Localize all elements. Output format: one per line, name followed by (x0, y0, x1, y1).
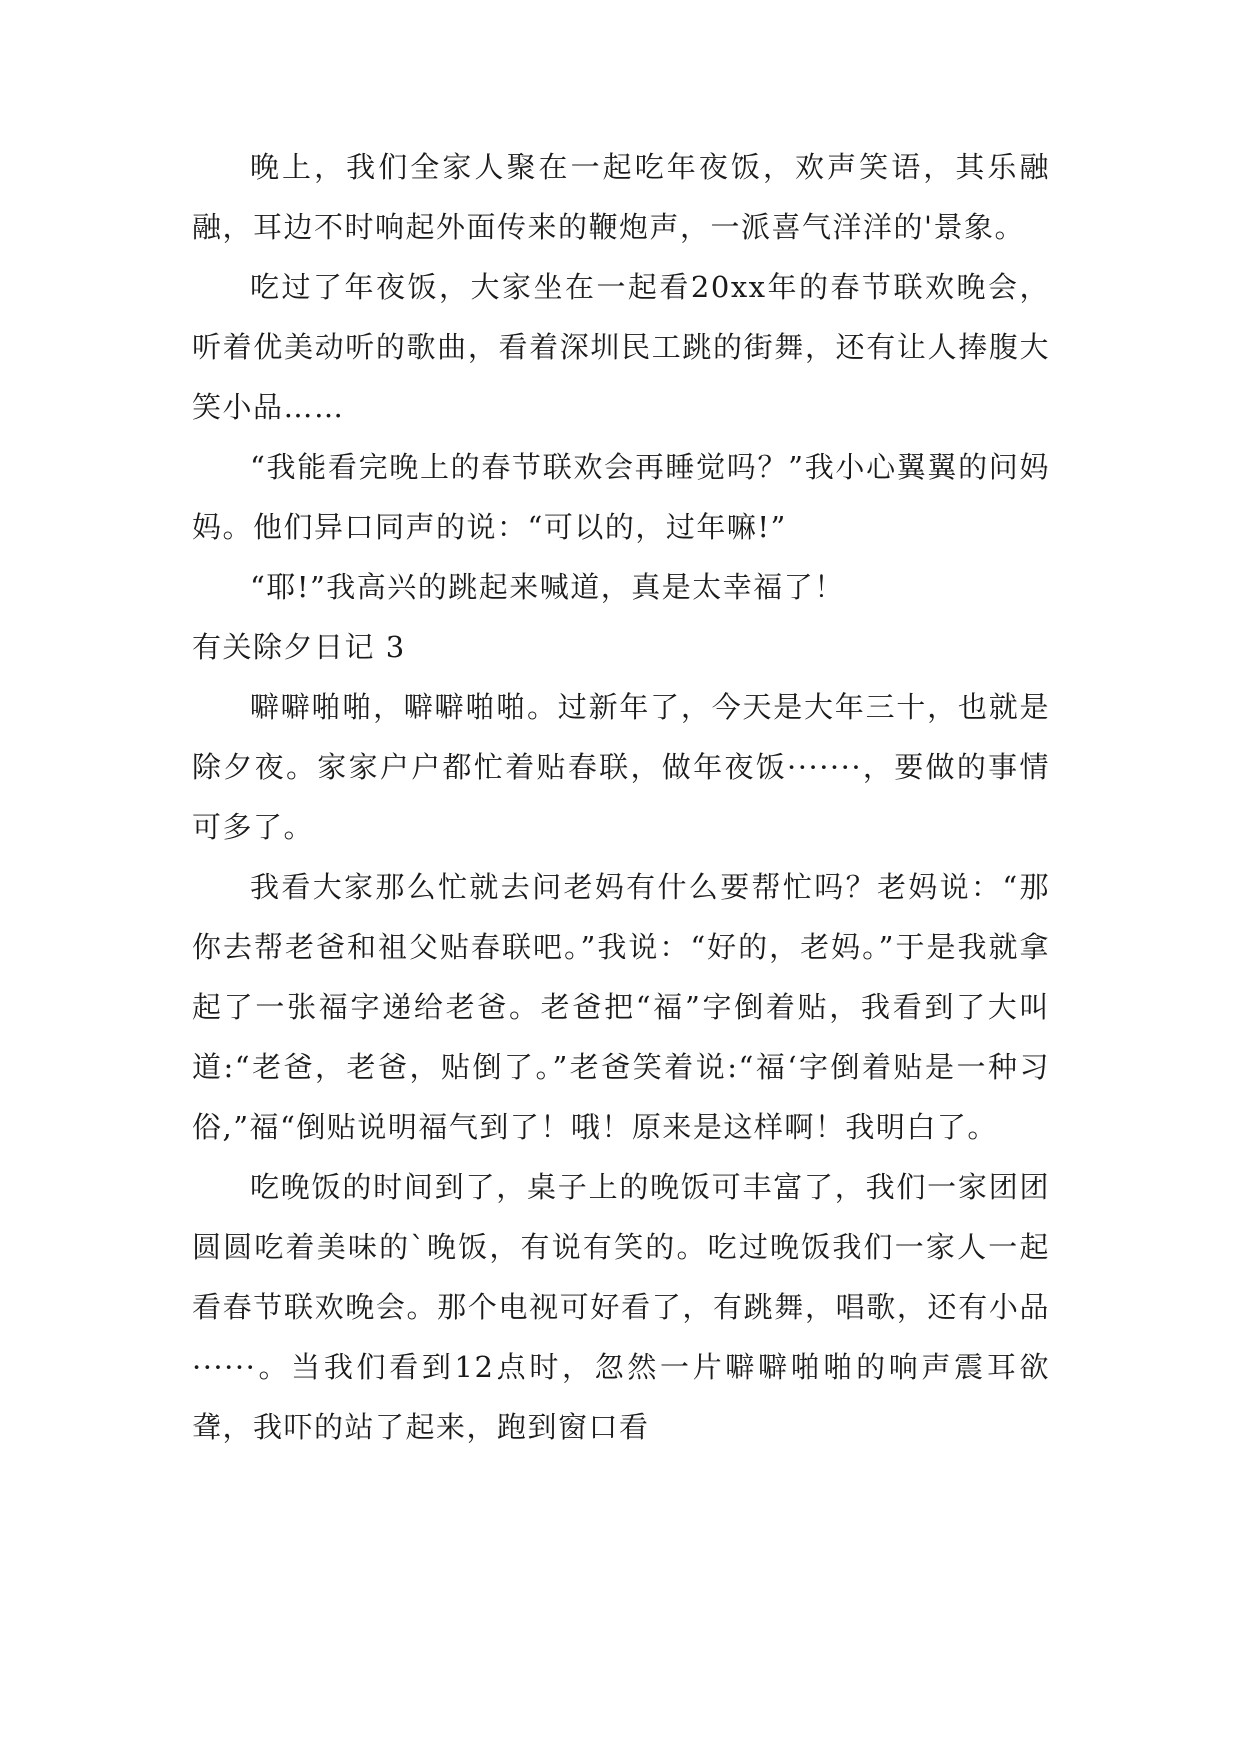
document-body (192, 137, 1050, 1457)
paragraph-firecrackers: 噼噼啪啪，噼噼啪啪。过新年了，今天是大年三十，也就是除夕夜。家家户户都忙着贴春联，做年夜饭·······，要做的事情可多了。 (192, 690, 1050, 844)
paragraph-evening: 吃晚饭的时间到了，桌子上的晚饭可丰富了，我们一家团团圆圆吃着美味的`晚饭，有说有笑的。吃过晚饭我们一家人一起看春节联欢晚会。那个电视可好看了，有跳舞，唱歌，还有小品······。当我们看到12点时，忽然一片噼噼啪啪的响声震耳欲聋，我吓的站了起来，跑到窗口看 (192, 1170, 1050, 1444)
section-title: 有关除夕日记 3 (192, 630, 406, 664)
paragraph-happy: “耶!”我高兴的跳起来喊道，真是太幸福了！ (250, 570, 845, 604)
paragraph-ask-mom: “我能看完晚上的春节联欢会再睡觉吗？”我小心翼翼的问妈妈。他们异口同声的说：“可以的，过年嘛!” (192, 450, 1050, 544)
paragraph-gala: 吃过了年夜饭，大家坐在一起看20xx年的春节联欢晚会，听着优美动听的歌曲，看着深圳民工跳的街舞，还有让人捧腹大笑小品…… (192, 270, 1050, 424)
paragraph-couplets: 我看大家那么忙就去问老妈有什么要帮忙吗？老妈说：“那你去帮老爸和祖父贴春联吧。”我说：“好的，老妈。”于是我就拿起了一张福字递给老爸。老爸把“福”字倒着贴，我看到了大叫道:“老爸，老爸，贴倒了。”老爸笑着说:“福‘字倒着贴是一种习俗,”福“倒贴说明福气到了！哦！原来是这样啊！我明白了。 (192, 870, 1050, 1144)
paragraph-dinner: 晚上，我们全家人聚在一起吃年夜饭，欢声笑语，其乐融融，耳边不时响起外面传来的鞭炮声，一派喜气洋洋的'景象。 (192, 150, 1050, 244)
